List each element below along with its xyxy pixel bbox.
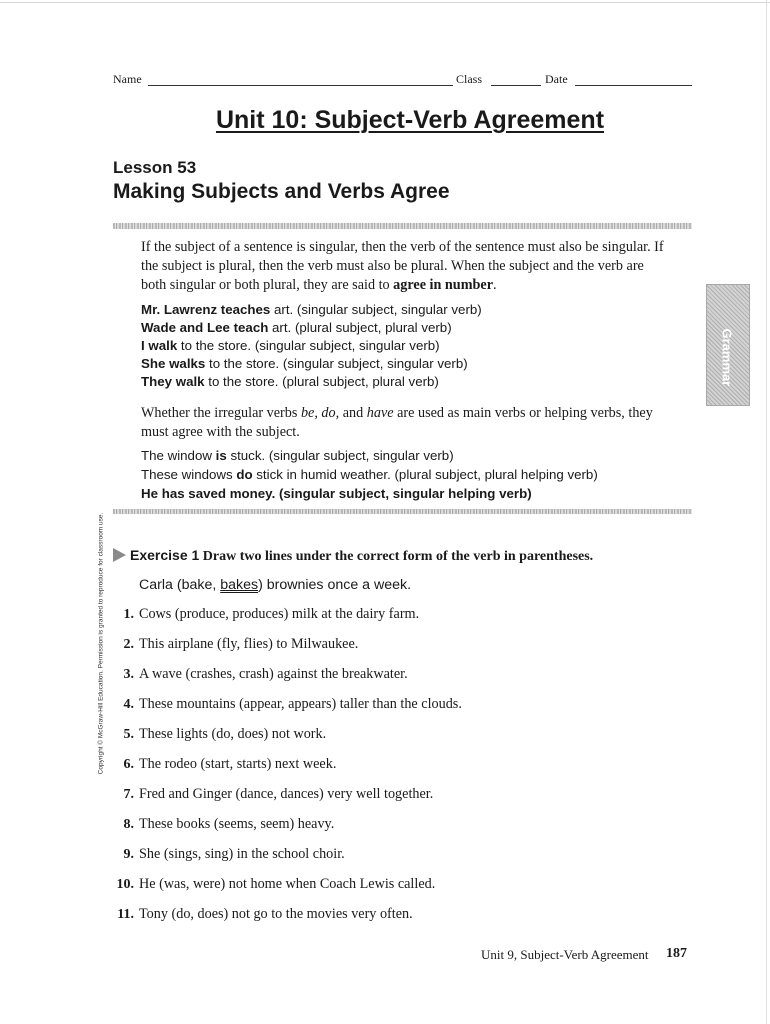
agree-in-number-term: agree in number	[393, 277, 494, 293]
divider-band-bottom	[113, 509, 692, 514]
exercise-item[interactable]: Tony (do, does) not go to the movies very often.	[139, 906, 413, 922]
intro-paragraph	[141, 238, 671, 295]
item-number: 9.	[123, 847, 134, 862]
lesson-number: Lesson 53	[113, 158, 197, 177]
exercise-item[interactable]: He (was, were) not home when Coach Lewis called.	[139, 876, 436, 892]
irregular-verbs-paragraph: Whether the irregular verbs be, do, and have are used as main verbs or helping verbs, they must agree with the subject.	[141, 405, 653, 440]
exercise-instruction: Draw two lines under the correct form of the verb in parentheses.	[202, 549, 594, 564]
date-blank[interactable]	[575, 85, 692, 86]
example-line: Mr. Lawrenz teaches art. (singular subject, singular verb)	[141, 302, 482, 317]
name-blank[interactable]	[148, 85, 453, 86]
sample-sentence: Carla (bake, bakes) brownies once a week.	[139, 577, 412, 593]
example-line: They walk to the store. (plural subject, plural verb)	[141, 374, 439, 389]
copyright-notice: Copyright © McGraw-Hill Education. Permission is granted to reproduce for classroom use.	[97, 512, 105, 775]
exercise-item[interactable]: A wave (crashes, crash) against the breakwater.	[139, 666, 408, 682]
irregular-example-line: The window is stuck. (singular subject, singular verb)	[141, 448, 454, 463]
intro-text-end: .	[493, 277, 497, 293]
example-line: Wade and Lee teach art. (plural subject, plural verb)	[141, 320, 452, 335]
exercise-item[interactable]: Cows (produce, produces) milk at the dairy farm.	[139, 606, 420, 622]
item-number: 5.	[123, 727, 134, 742]
item-number: 4.	[123, 697, 134, 712]
exercise-item[interactable]: These lights (do, does) not work.	[139, 726, 327, 742]
item-number: 6.	[123, 757, 134, 772]
exercise-header	[113, 547, 593, 565]
date-label: Date	[545, 72, 568, 86]
right-border-line	[766, 0, 767, 1024]
sample-answer: bakes	[220, 577, 259, 593]
item-number: 1.	[123, 607, 134, 622]
item-number: 11.	[117, 907, 134, 922]
grammar-side-tab-label: Grammar	[719, 328, 735, 387]
name-label: Name	[113, 72, 142, 86]
footer-unit-label: Unit 9, Subject-Verb Agreement	[481, 947, 649, 962]
exercise-item[interactable]: The rodeo (start, starts) next week.	[139, 756, 337, 772]
exercise-item[interactable]: These books (seems, seem) heavy.	[139, 816, 335, 832]
class-blank[interactable]	[491, 85, 541, 86]
item-number: 7.	[123, 787, 134, 802]
intro-text: If the subject of a sentence is singular, then the verb of the sentence must also be singular. If the subject is plural, then the verb must also be plural. When the subject and the verb are both singular or both plural, they are said to	[141, 239, 664, 293]
item-number: 10.	[116, 877, 134, 892]
example-line: She walks to the store. (singular subject, singular verb)	[141, 356, 468, 371]
item-number: 2.	[123, 637, 134, 652]
arrow-triangle-icon	[113, 548, 126, 562]
irregular-example-line: These windows do stick in humid weather. (plural subject, plural helping verb)	[141, 467, 598, 482]
top-border-line	[0, 2, 770, 3]
item-number: 3.	[123, 667, 134, 682]
example-line: I walk to the store. (singular subject, singular verb)	[141, 338, 440, 353]
page-number: 187	[666, 946, 687, 961]
irregular-example-line: He has saved money. (singular subject, singular helping verb)	[141, 486, 532, 501]
exercise-label: Exercise 1	[130, 547, 200, 563]
exercise-item[interactable]: Fred and Ginger (dance, dances) very well together.	[139, 786, 434, 802]
class-label: Class	[456, 72, 483, 86]
lesson-title: Making Subjects and Verbs Agree	[113, 180, 450, 203]
exercise-item[interactable]: These mountains (appear, appears) taller than the clouds.	[139, 696, 462, 712]
unit-title: Unit 10: Subject-Verb Agreement	[215, 106, 605, 134]
divider-band-top	[113, 223, 692, 229]
exercise-item[interactable]: This airplane (fly, flies) to Milwaukee.	[139, 636, 359, 652]
item-number: 8.	[123, 817, 134, 832]
exercise-item[interactable]: She (sings, sing) in the school choir.	[139, 846, 345, 862]
